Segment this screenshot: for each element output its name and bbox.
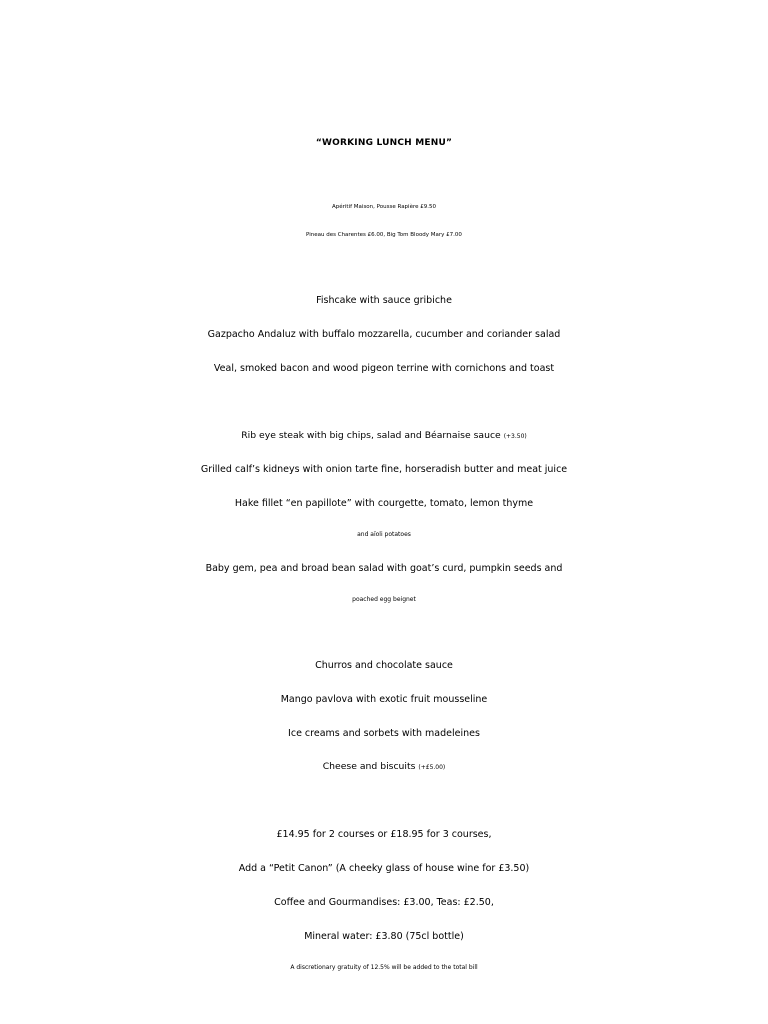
- dessert-item: Ice creams and sorbets with madeleines: [288, 728, 480, 739]
- price-line: Coffee and Gourmandises: £3.00, Teas: £2.50,: [274, 897, 494, 908]
- dessert-item-cheese: [0, 762, 768, 772]
- starter-item: Veal, smoked bacon and wood pigeon terrine with cornichons and toast: [213, 363, 555, 374]
- supplement-price: (+£5.00): [418, 764, 446, 771]
- price-line: Mineral water: £3.80 (75cl bottle): [304, 931, 464, 942]
- price-line: Add a “Petit Canon” (A cheeky glass of house wine for £3.50): [238, 863, 530, 874]
- dessert-item-text: Cheese and biscuits: [322, 761, 419, 772]
- main-item-text: Rib eye steak with big chips, salad and Béarnaise sauce: [241, 430, 504, 441]
- main-item: Hake fillet “en papillote” with courgette, tomato, lemon thyme: [234, 498, 534, 509]
- aperitif-line: Apéritif Maison, Pousse Rapière £9.50: [332, 204, 436, 210]
- menu-title: “WORKING LUNCH MENU”: [315, 138, 453, 148]
- gratuity-note: A discretionary gratuity of 12.5% will be added to the total bill: [290, 964, 478, 971]
- main-item: Grilled calf’s kidneys with onion tarte fine, horseradish butter and meat juice: [200, 464, 568, 475]
- main-item: Baby gem, pea and broad bean salad with goat’s curd, pumpkin seeds and: [205, 563, 563, 574]
- dessert-item: Churros and chocolate sauce: [315, 660, 453, 671]
- aperitif-line: Pineau des Charentes £6.00, Big Tom Bloody Mary £7.00: [306, 232, 462, 238]
- starter-item: Gazpacho Andaluz with buffalo mozzarella, cucumber and coriander salad: [207, 329, 561, 340]
- main-item-rib-eye: [0, 431, 768, 441]
- main-item-continuation: poached egg beignet: [352, 596, 416, 603]
- price-line: £14.95 for 2 courses or £18.95 for 3 courses,: [276, 829, 492, 840]
- dessert-item: Mango pavlova with exotic fruit mousseline: [280, 694, 488, 705]
- starter-item: Fishcake with sauce gribiche: [316, 295, 452, 306]
- main-item-continuation: and aïoli potatoes: [357, 531, 411, 538]
- supplement-price: (+3.50): [503, 433, 527, 440]
